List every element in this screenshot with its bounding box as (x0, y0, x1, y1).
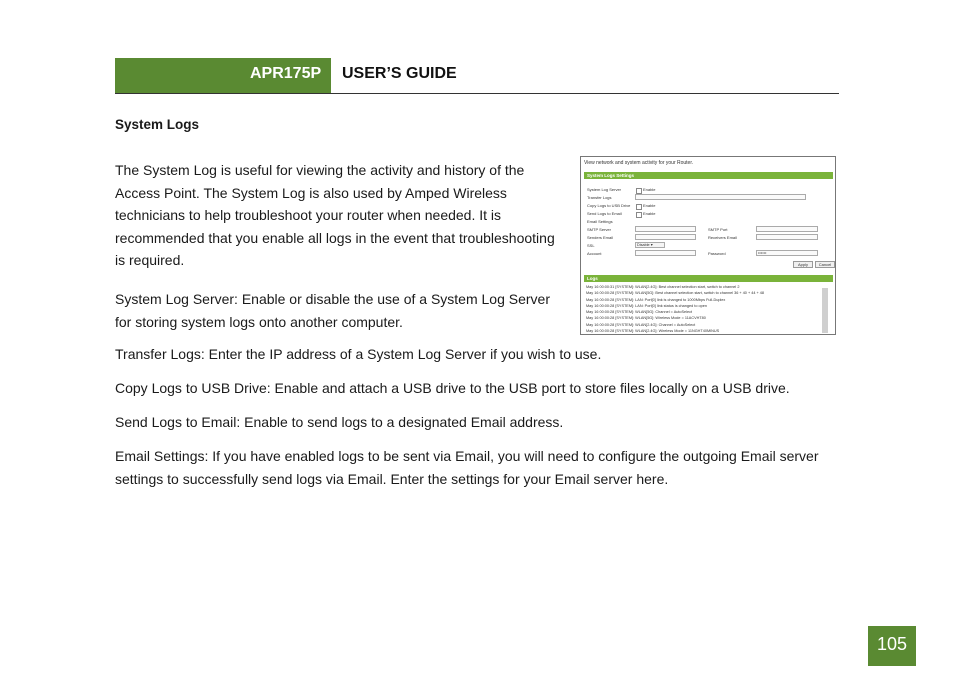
log-line: May 16 00:00:28 [SYSTEM]: WLAN[5G]: Best channel selection start, switch to channel 36 + 40 + 44 + 48 (586, 291, 765, 296)
paragraph-email-settings: Email Settings: If you have enabled logs to be sent via Email, you will need to configure the outgoing Email server settings to successfully send logs via Email. Enter the settings for your Email server here. (115, 448, 819, 487)
paragraph-send-email: Send Logs to Email: Enable to send logs to a designated Email address. (115, 414, 564, 430)
paragraph-intro: The System Log is useful for viewing the activity and history of the Access Point. The System Log is also used by Amped Wireless technicians to help troubleshoot your router when needed. It is recommended that you enable all logs in the event that troubleshooting is required. (115, 162, 555, 268)
system-logs-screenshot (580, 156, 836, 335)
apply-button[interactable]: Apply (793, 261, 813, 268)
password-input[interactable]: •••••• (756, 250, 818, 256)
account-input[interactable] (635, 250, 696, 256)
screenshot-intro: View network and system activity for your Router. (584, 160, 694, 166)
log-line: May 16 00:00:28 [SYSTEM]: LAN: Port[0] link is changed to 1000Mbps Full-Duplex (586, 297, 726, 302)
paragraph-transfer-logs: Transfer Logs: Enter the IP address of a System Log Server if you wish to use. (115, 346, 602, 362)
send-email-label: Send Logs to Email (587, 211, 622, 216)
header-title: USER’S GUIDE (342, 65, 457, 82)
receivers-email-label: Receivers Email (708, 235, 737, 240)
smtp-port-label: SMTP Port (708, 227, 728, 232)
log-line: May 16 00:00:28 [SYSTEM]: WLAN[5G]: Channel = AutoSelect (586, 310, 693, 315)
system-log-server-label: System Log Server (587, 187, 622, 192)
senders-email-label: Senders Email (587, 235, 614, 240)
log-line: May 16 00:00:28 [SYSTEM]: WLAN[2.4G]: Channel = AutoSelect (586, 322, 696, 327)
settings-section-header: System Logs Settings (584, 172, 833, 179)
header-model: APR175P (250, 65, 322, 82)
ssl-select[interactable]: Disable ▾ (635, 242, 665, 248)
smtp-server-label: SMTP Server (587, 227, 611, 232)
log-line: May 16 00:00:28 [SYSTEM]: WLAN[5G]: Wireless Mode = 11ACVHT80 (586, 316, 706, 321)
paragraph-copy-usb: Copy Logs to USB Drive: Enable and attach a USB drive to the USB port to store files locally on a USB drive. (115, 380, 790, 396)
cancel-button[interactable]: Cancel (815, 261, 835, 268)
copy-usb-enable-label: Enable (643, 203, 656, 208)
senders-email-input[interactable] (635, 234, 696, 240)
logs-section-header: Logs (584, 275, 833, 282)
transfer-logs-label: Transfer Logs (587, 195, 612, 200)
copy-usb-label: Copy Logs to USB Drive (587, 203, 631, 208)
email-settings-label: Email Settings (587, 219, 613, 224)
page-number: 105 (876, 634, 908, 654)
system-log-server-enable-label: Enable (643, 187, 656, 192)
smtp-port-input[interactable] (756, 226, 818, 232)
header-divider (115, 93, 839, 94)
log-scrollbar[interactable] (822, 288, 828, 333)
section-heading: System Logs (115, 117, 200, 132)
password-label: Password (708, 251, 726, 256)
copy-usb-checkbox[interactable] (636, 204, 642, 210)
account-label: Account (587, 251, 602, 256)
send-email-enable-label: Enable (643, 211, 656, 216)
log-line: May 16 00:00:31 [SYSTEM]: WLAN[2.4G]: Best channel selection start, switch to channel 2 (586, 285, 740, 289)
receivers-email-input[interactable] (756, 234, 818, 240)
paragraph-system-log-server: System Log Server: Enable or disable the use of a System Log Server for storing system logs onto another computer. (115, 291, 551, 330)
ssl-label: SSL (587, 243, 595, 248)
ssl-select-value: Disable (637, 243, 650, 247)
send-email-checkbox[interactable] (636, 212, 642, 218)
log-line: May 16 00:00:28 [SYSTEM]: LAN: Port[0] link status is changed to open (586, 303, 707, 308)
log-line: May 16 00:00:28 [SYSTEM]: WLAN[2.4G]: Wireless Mode = 11NGHT40MINUS (586, 329, 720, 333)
transfer-logs-input[interactable] (635, 194, 806, 200)
log-list[interactable] (584, 284, 829, 333)
smtp-server-input[interactable] (635, 226, 696, 232)
